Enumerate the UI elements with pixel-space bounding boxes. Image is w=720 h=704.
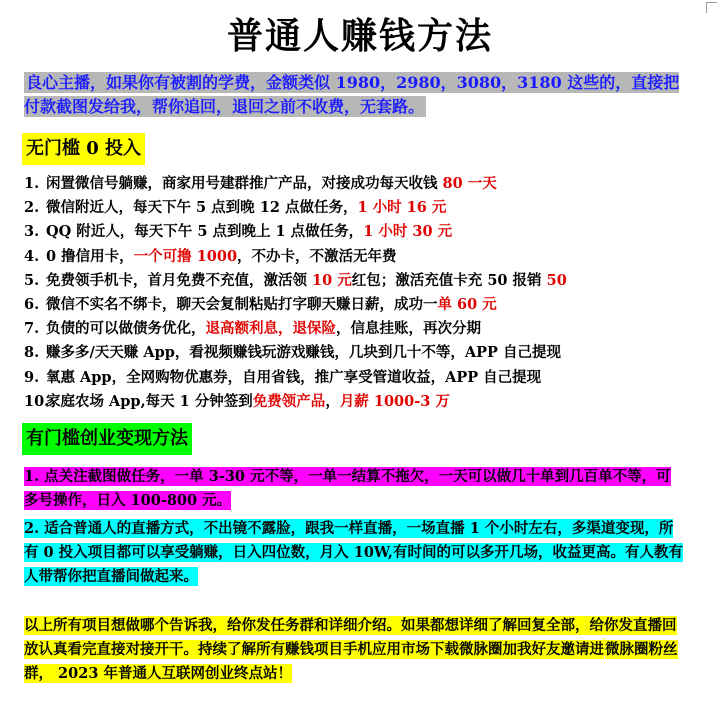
- item-text: 氧惠 App，全网购物优惠券，自用省钱，推广享受管道收益，APP 自己提现: [46, 368, 542, 386]
- section-heading-paid: 有门槛创业变现方法: [22, 423, 192, 455]
- list-item: [24, 269, 567, 293]
- paid-method-1: [24, 465, 684, 513]
- item-text: 负债的可以做债务优化，: [46, 320, 206, 338]
- item-number: 8.: [24, 344, 40, 362]
- item-text: 微信不实名不绑卡，聊天会复制粘贴打字聊天赚日薪，成功一: [46, 295, 438, 313]
- item-number: 7.: [24, 320, 40, 338]
- paid-method-1-text: 1. 点关注截图做任务，一单 3-30 元不等，一单一结算不拖欠，一天可以做几十单到几百单不等，可多号操作，日入 100-800 元。: [24, 468, 671, 509]
- section-heading-free: 无门槛 0 投入: [22, 133, 145, 165]
- item-number: 4.: [24, 247, 40, 265]
- item-number: 5.: [24, 271, 40, 289]
- list-item: [24, 172, 567, 196]
- closing-text: 以上所有项目想做哪个告诉我，给你发任务群和详细介绍。如果都想详细了解回复全部，给你发直播回放认真看完直接对接开干。持续了解所有赚钱项目手机应用市场下载微脉圈加我好友邀请进: [24, 617, 677, 658]
- item-text: 赚多多/天天赚 App，看视频赚钱玩游戏赚钱，几块到几十不等，APP 自己提现: [46, 344, 561, 362]
- list-item: [24, 341, 567, 365]
- list-item: [24, 293, 567, 317]
- item-number: 10.: [24, 392, 50, 410]
- item-highlight-2: 月薪 1000-3 万: [339, 392, 450, 410]
- item-tail: ，信息挂账，再次分期: [336, 320, 481, 338]
- item-text: 微信附近人，每天下午 5 点到晚 12 点做任务，: [46, 199, 358, 217]
- paid-method-2: [24, 517, 684, 589]
- item-number: 9.: [24, 368, 40, 386]
- list-item: [24, 390, 567, 414]
- item-highlight: 1 小时 30 元: [363, 223, 453, 241]
- list-item: [24, 366, 567, 390]
- item-highlight: 一个可撸 1000: [133, 247, 238, 265]
- item-highlight: 80 一天: [442, 175, 497, 192]
- item-highlight: 免费领产品: [252, 392, 326, 410]
- item-number: 1.: [24, 175, 40, 192]
- item-tail: 红包；激活充值卡充 50 报销: [351, 271, 547, 289]
- notice-text: 良心主播，如果你有被割的学费，金额类似 1980，2980，3080，3180 这些的，直接把付款截图发给我，帮你追回，退回之前不收费，无套路。: [24, 73, 680, 116]
- closing-text-end: 微脉圈粉丝群， 2023 年普通人互联网创业终点站！: [24, 641, 678, 682]
- closing-paragraph: [24, 614, 684, 686]
- item-highlight: 1 小时 16 元: [357, 199, 447, 217]
- item-text: 0 撸信用卡，: [46, 247, 134, 265]
- item-text: 家庭农场 App,每天 1 分钟签到: [46, 392, 253, 410]
- item-text: 免费领手机卡，首月免费不充值，激活领: [46, 271, 313, 289]
- item-number: 3.: [24, 223, 40, 241]
- item-highlight: 10 元: [312, 271, 352, 289]
- item-highlight: 单 60 元: [437, 295, 497, 313]
- item-tail: ，: [325, 392, 340, 410]
- item-number: 6.: [24, 295, 40, 313]
- paid-method-2-text: 2. 适合普通人的直播方式，不出镜不露脸，跟我一样直播，一场直播 1 个小时左右，多渠道变现，所有 0 投入项目都可以享受躺赚，日入四位数，月入 10W,有时间的可以多开几场，收益更高。有人教有人带帮你把直播间做起来。: [24, 520, 683, 585]
- notice-banner: [24, 71, 680, 119]
- item-tail: ，不办卡，不激活无年费: [237, 247, 397, 265]
- list-item: [24, 196, 567, 220]
- item-text: QQ 附近人，每天下午 5 点到晚上 1 点做任务，: [46, 223, 364, 241]
- list-item: [24, 317, 567, 341]
- page-title: 普通人赚钱方法: [226, 15, 493, 57]
- list-item: [24, 245, 567, 269]
- item-highlight-2: 50: [546, 271, 567, 289]
- free-methods-list: [24, 172, 567, 414]
- item-text: 闲置微信号躺赚，商家用号建群推广产品，对接成功每天收钱: [46, 175, 443, 192]
- item-number: 2.: [24, 199, 40, 217]
- list-item: [24, 220, 567, 244]
- item-highlight: 退高额利息，退保险: [205, 320, 336, 338]
